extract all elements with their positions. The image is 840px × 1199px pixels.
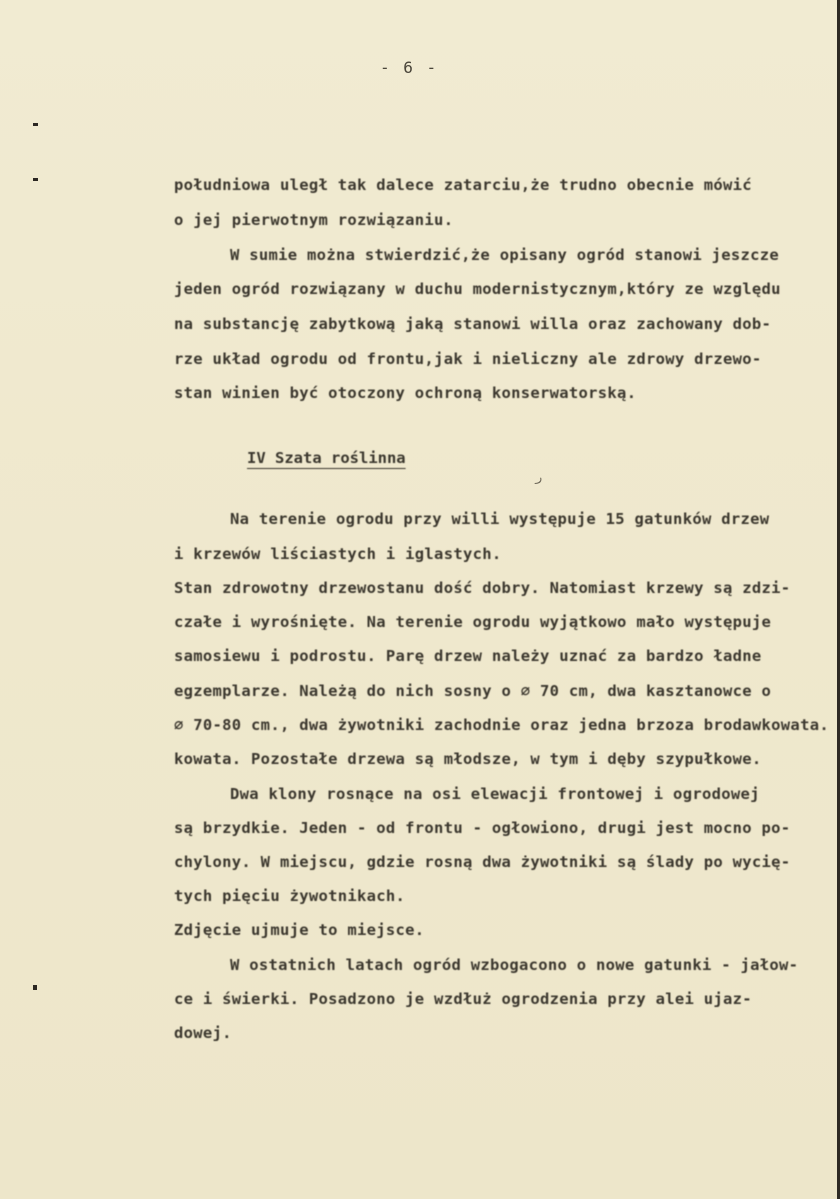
text-line: kowata. Pozostałe drzewa są młodsze, w tym i dęby szypułkowe.: [174, 750, 762, 768]
text-line: Stan zdrowotny drzewostanu dość dobry. Natomiast krzewy są zdzi-: [174, 579, 791, 597]
text-line: ce i świerki. Posadzono je wzdłuż ogrodzenia przy alei ujaz-: [174, 990, 752, 1008]
text-line: są brzydkie. Jeden - od frontu - ogłowiono, drugi jest mocno po-: [174, 819, 791, 837]
text-line: ∅ 70-80 cm., dwa żywotniki zachodnie oraz jedna brzoza brodawkowata.: [174, 716, 829, 734]
text-line: W ostatnich latach ogród wzbogacono o nowe gatunki - jałow-: [230, 956, 799, 974]
binder-hole-mark: [33, 123, 38, 126]
text-line: południowa uległ tak dalece zatarciu,że trudno obecnie mówić: [174, 176, 752, 194]
binder-hole-mark: [33, 985, 37, 990]
text-line: dowej.: [174, 1024, 232, 1042]
text-line: jeden ogród rozwiązany w duchu modernistycznym,który ze względu: [174, 280, 781, 298]
text-line: W sumie można stwierdzić,że opisany ogród stanowi jeszcze: [230, 246, 780, 264]
text-line: stan winien być otoczony ochroną konserwatorską.: [174, 384, 637, 402]
page-number: - 6 -: [380, 58, 439, 77]
text-line: i krzewów liściastych i iglastych.: [174, 545, 502, 563]
text-line: Na terenie ogrodu przy willi występuje 15 gatunków drzew: [230, 510, 770, 528]
text-line: o jej pierwotnym rozwiązaniu.: [174, 211, 454, 229]
text-line: czałe i wyrośnięte. Na terenie ogrodu wyjątkowo mało występuje: [174, 613, 772, 631]
text-line: Zdjęcie ujmuje to miejsce.: [174, 921, 425, 939]
text-line: Dwa klony rosnące na osi elewacji frontowej i ogrodowej: [230, 785, 760, 803]
text-line: rze układ ogrodu od frontu,jak i nieliczny ale zdrowy drzewo-: [174, 350, 762, 368]
section-heading: IV Szata roślinna: [247, 449, 406, 467]
text-line: na substancję zabytkową jaką stanowi willa oraz zachowany dob-: [174, 315, 772, 333]
text-line: tych pięciu żywotnikach.: [174, 887, 406, 905]
text-line: egzemplarze. Należą do nich sosny o ∅ 70 cm, dwa kasztanowce o: [174, 682, 772, 700]
binder-hole-mark: [33, 178, 38, 181]
text-line: chylony. W miejscu, gdzie rosną dwa żywotniki są ślady po wycię-: [174, 853, 791, 871]
ink-mark: ر: [535, 470, 543, 484]
text-line: samosiewu i podrostu. Parę drzew należy uznać za bardzo ładne: [174, 647, 762, 665]
